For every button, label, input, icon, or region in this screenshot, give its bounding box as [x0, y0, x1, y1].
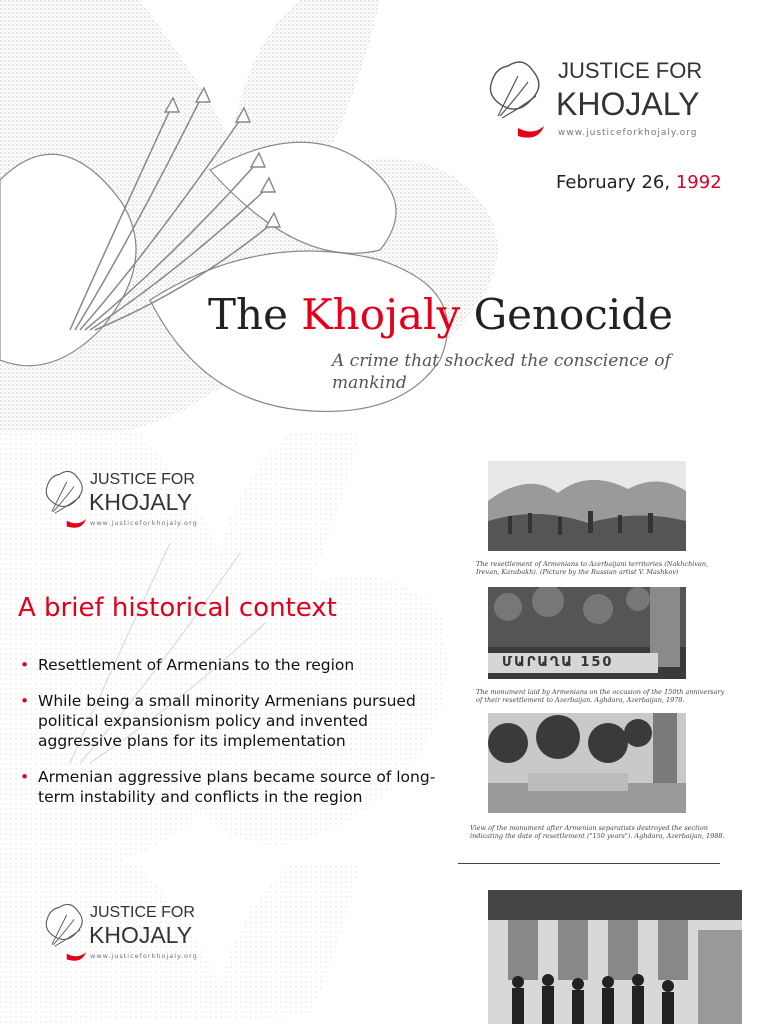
bullet-item: • Resettlement of Armenians to the region	[18, 655, 450, 675]
logo	[36, 467, 236, 537]
logo	[36, 900, 236, 970]
date-prefix: February 26,	[556, 172, 676, 193]
slide-title	[0, 0, 768, 432]
logo-line1: JUSTICE FOR	[90, 904, 195, 921]
monument-photo	[488, 587, 686, 679]
title-highlight: Khojaly	[301, 290, 461, 339]
logo-url: www.justiceforkhojaly.org	[90, 519, 198, 527]
monument-inscription: ՄԱՐԱՂԱ 150	[502, 655, 614, 670]
logo-line1: JUSTICE FOR	[90, 471, 195, 488]
historical-engraving-image	[488, 890, 742, 1024]
date-year: 1992	[675, 172, 722, 193]
logo-flower-icon	[36, 900, 90, 964]
bullet-list	[18, 655, 450, 823]
logo-line2: KHOJALY	[556, 86, 700, 122]
section-heading: A brief historical context	[18, 593, 337, 623]
event-date	[556, 172, 722, 193]
logo-line1: JUSTICE FOR	[558, 58, 703, 83]
logo-flower-icon	[36, 467, 90, 531]
image-caption: The monument laid by Armenians on the occasion of the 150th anniversary of their resettlement to Azerbaijan. Aghdara, Azerbaijan, 1978.	[476, 688, 725, 704]
bullet-item: • Armenian aggressive plans became source of long-term instability and conflicts in the region	[18, 767, 450, 807]
divider	[458, 863, 720, 864]
resettlement-painting-image	[488, 461, 686, 551]
logo-flower-icon	[478, 56, 548, 142]
title-part2: Genocide	[460, 290, 674, 339]
logo-url: www.justiceforkhojaly.org	[558, 128, 698, 138]
logo-line2: KHOJALY	[89, 922, 193, 948]
page-title	[208, 290, 673, 339]
image-caption: View of the monument after Armenian separatists destroyed the section indicating the date of resettlement ("150 years"). Aghdara, Azerbaijan, 1988.	[470, 824, 725, 840]
logo	[478, 56, 728, 146]
bullet-item: • While being a small minority Armenians pursued political expansionism policy and invented aggressive plans for its implementation	[18, 691, 450, 751]
destroyed-monument-photo	[488, 713, 686, 813]
slide-historical-context	[0, 433, 768, 865]
logo-line2: KHOJALY	[89, 489, 193, 515]
logo-url: www.justiceforkhojaly.org	[90, 952, 198, 960]
image-caption: The resettlement of Armenians to Azerbaijani territories (Nakhchivan, Irevan, Karabakh). (Picture by the Russian artist V. Mashkov)	[476, 560, 709, 576]
page-subtitle: A crime that shocked the conscience of mankind	[332, 351, 671, 393]
title-part1: The	[208, 290, 302, 339]
slide-three	[0, 866, 768, 1024]
